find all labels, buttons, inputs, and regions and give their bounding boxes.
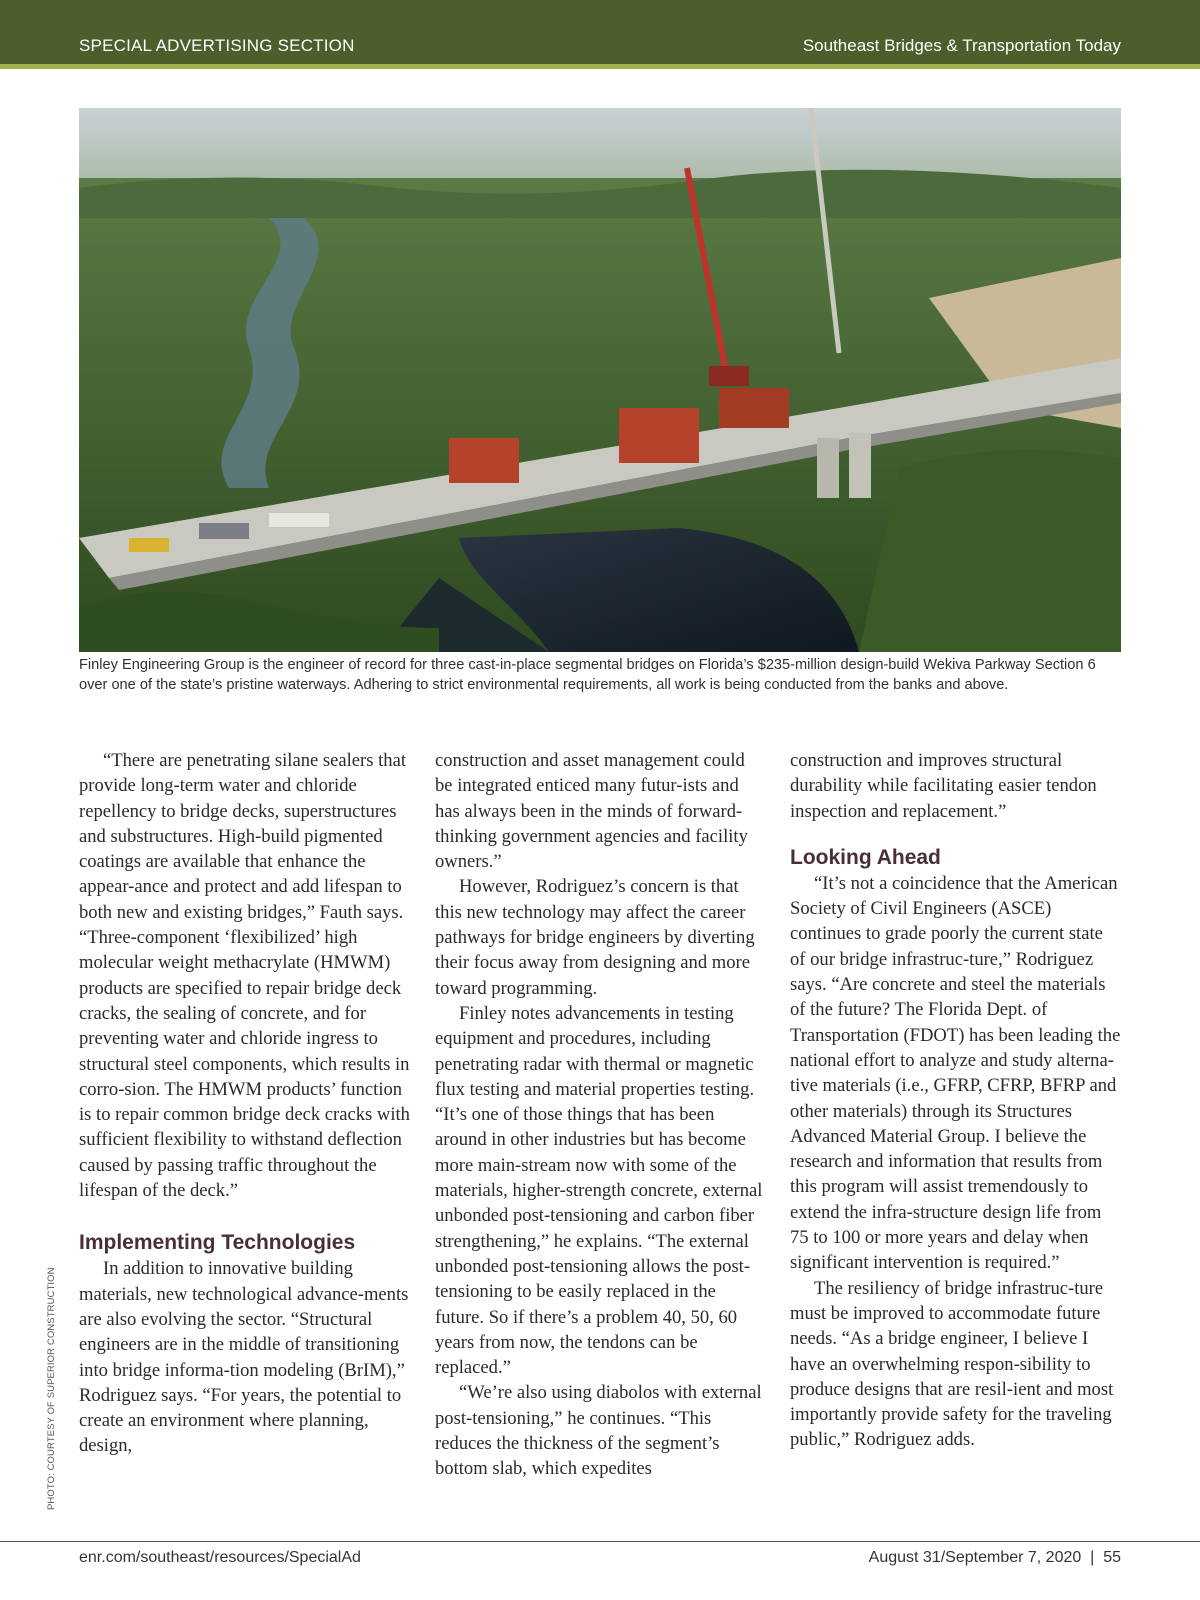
- publication-title: Southeast Bridges & Transportation Today: [802, 36, 1121, 55]
- section-heading-looking-ahead: Looking Ahead: [790, 845, 941, 869]
- photo-credit: PHOTO: COURTESY OF SUPERIOR CONSTRUCTION: [46, 1267, 57, 1510]
- header-divider: [0, 64, 1200, 69]
- paragraph: “We’re also using diabolos with external post-tensioning,” he continues. “This reduces the thickness of the segment’s bottom slab, which expedites: [435, 1382, 762, 1480]
- article-column-2: [435, 748, 766, 1482]
- photo-caption: Finley Engineering Group is the engineer of record for three cast-in-place segmental bridges on Florida’s $235-million design-build Wekiva Parkway Section 6 over one of the state’s pristine waterways. Adhering to strict environmental requirements, all work is being conducted from the banks and above.: [79, 657, 1096, 693]
- section-heading-implementing-technologies: Implementing Technologies: [79, 1231, 356, 1255]
- section-label: SPECIAL ADVERTISING SECTION: [79, 36, 355, 55]
- paragraph: However, Rodriguez’s concern is that this new technology may affect the career pathways for bridge engineers by diverting their focus away from designing and more toward programming.: [435, 876, 755, 999]
- footer-date-page: August 31/September 7, 2020 | 55: [868, 1549, 1121, 1566]
- paragraph: In addition to innovative building materials, new technological advance-ments are also evolving the sector. “Structural engineers are in the middle of transitioning into bridge informa-tion modeling (BrIM),” Rodriguez says. “For years, the potential to create an environment where planning, design,: [79, 1258, 409, 1457]
- paragraph: “There are penetrating silane sealers that provide long-term water and chloride repellency to bridge decks, superstructures and substructures. High-build pigmented coatings are available that enhance the appear-ance and protect and add lifespan to both new and existing bridges,” Fauth says. “Three-component ‘flexibilized’ high molecular weight methacrylate (HMWM) products are specified to repair bridge deck cracks, the sealing of concrete, and for preventing water and chloride ingress to structural steel components, which results in corro-sion. The HMWM products’ function is to repair common bridge deck cracks with sufficient flexibility to withstand deflection caused by passing traffic throughout the lifespan of the deck.”: [79, 750, 410, 1202]
- article-column-3: [790, 748, 1121, 1453]
- footer-url: enr.com/southeast/resources/SpecialAd: [79, 1549, 361, 1566]
- header-bar: [0, 0, 1200, 64]
- aerial-bridge-construction-photo: [79, 108, 1121, 652]
- paragraph: The resiliency of bridge infrastruc-ture must be improved to accommodate future needs. “As a bridge engineer, I believe I have an overwhelming respon-sibility to produce designs that are resil-ient and most importantly provide safety for the traveling public,” Rodriguez adds.: [790, 1277, 1114, 1451]
- article-column-1: [79, 748, 410, 1459]
- paragraph: Finley notes advancements in testing equipment and procedures, including penetrating radar with thermal or magnetic flux testing and material properties testing. “It’s one of those things that has been around in other industries but has become more main-stream now with some of the materials, higher-strength concrete, external unbonded post-tensioning and carbon fiber strengthening,” he explains. “The external unbonded post-tensioning allows the post-tensioning to be easily replaced in the future. So if there’s a problem 40, 50, 60 years from now, the tendons can be replaced.”: [435, 1002, 763, 1379]
- paragraph: “It’s not a coincidence that the American Society of Civil Engineers (ASCE) continues to grade poorly the current state of our bridge infrastruc-ture,” Rodriguez says. “Are concrete and steel the materials of the future? The Florida Dept. of Transportation (FDOT) has been leading the national effort to analyze and study alterna-tive materials (i.e., GFRP, CFRP, BFRP and other materials) through its Structures Advanced Material Group. I believe the research and information that results from this program will assist tremendously to extend the infra-structure design life from 75 to 100 or more years and delay when significant intervention is required.”: [790, 872, 1121, 1274]
- paragraph: construction and asset management could be integrated enticed many futur-ists and has always been in the minds of forward-thinking government agencies and facility owners.”: [435, 750, 748, 873]
- footer-divider: [0, 1541, 1200, 1542]
- paragraph: construction and improves structural durability while facilitating easier tendon inspection and replacement.”: [790, 750, 1097, 822]
